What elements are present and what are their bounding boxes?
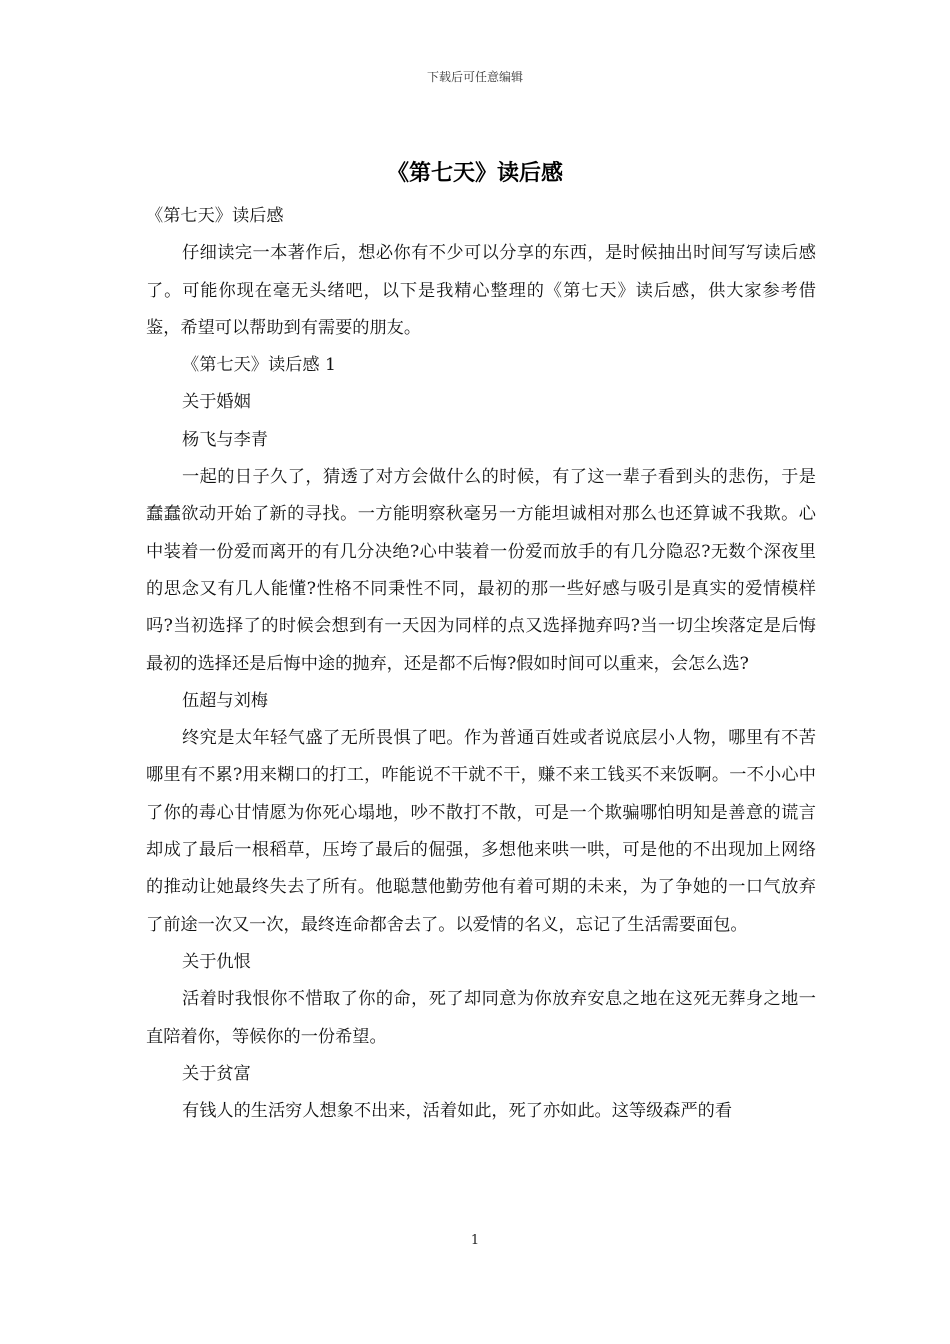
page-number: 1 — [470, 1233, 480, 1248]
paragraph-intro: 仔细读完一本著作后，想必你有不少可以分享的东西，是时候抽出时间写写读后感了。可能你现在毫无头绪吧，以下是我精心整理的《第七天》读后感，供大家参考借鉴，希望可以帮助到有需要的朋友。 — [146, 243, 816, 338]
document-body — [146, 198, 816, 1130]
section-heading-hatred: 关于仇恨 — [182, 951, 251, 972]
paragraph-yangfei-liqing: 一起的日子久了，猜透了对方会做什么的时候，有了这一辈子看到头的悲伤，于是蠢蠢欲动开始了新的寻找。一方能明察秋毫另一方能坦诚相对那么也还算诚不我欺。心中装着一份爱而离开的有几分决绝?心中装着一份爱而放手的有几分隐忍?无数个深夜里的思念又有几人能懂?性格不同秉性不同，最初的那一些好感与吸引是真实的爱情模样吗?当初选择了的时候会想到有一天因为同样的点又选择抛弃吗?当一切尘埃落定是后悔最初的选择还是后悔中途的抛弃，还是都不后悔?假如时间可以重来，会怎么选? — [146, 467, 816, 674]
paragraph-wuchao-liumei: 终究是太年轻气盛了无所畏惧了吧。作为普通百姓或者说底层小人物，哪里有不苦哪里有不累?用来糊口的打工，咋能说不干就不干，赚不来工钱买不来饭啊。一不小心中了你的毒心甘情愿为你死心塌地，吵不散打不散，可是一个欺骗哪怕明知是善意的谎言却成了最后一根稻草，压垮了最后的倔强，多想他来哄一哄，可是他的不出现加上网络的推动让她最终失去了所有。他聪慧他勤劳他有着可期的未来，为了争她的一口气放弃了前途一次又一次，最终连命都舍去了。以爱情的名义，忘记了生活需要面包。 — [146, 728, 816, 935]
section-heading-marriage: 关于婚姻 — [182, 392, 251, 413]
paragraph-wealth: 有钱人的生活穷人想象不出来，活着如此，死了亦如此。这等级森严的看 — [182, 1101, 733, 1122]
subheading-yangfei-liqing: 杨飞与李青 — [182, 429, 268, 450]
header-note: 下载后可任意编辑 — [426, 70, 523, 84]
paragraph-subtitle: 《第七天》读后感 — [146, 206, 284, 226]
subheading-wuchao-liumei: 伍超与刘梅 — [182, 690, 268, 711]
paragraph-hatred: 活着时我恨你不惜取了你的命，死了却同意为你放弃安息之地在这死无葬身之地一直陪着你，等候你的一份希望。 — [146, 989, 816, 1047]
section-heading-wealth: 关于贫富 — [182, 1063, 251, 1084]
document-title: 《第七天》读后感 — [386, 160, 563, 186]
section-heading-essay-1: 《第七天》读后感 1 — [182, 355, 336, 376]
